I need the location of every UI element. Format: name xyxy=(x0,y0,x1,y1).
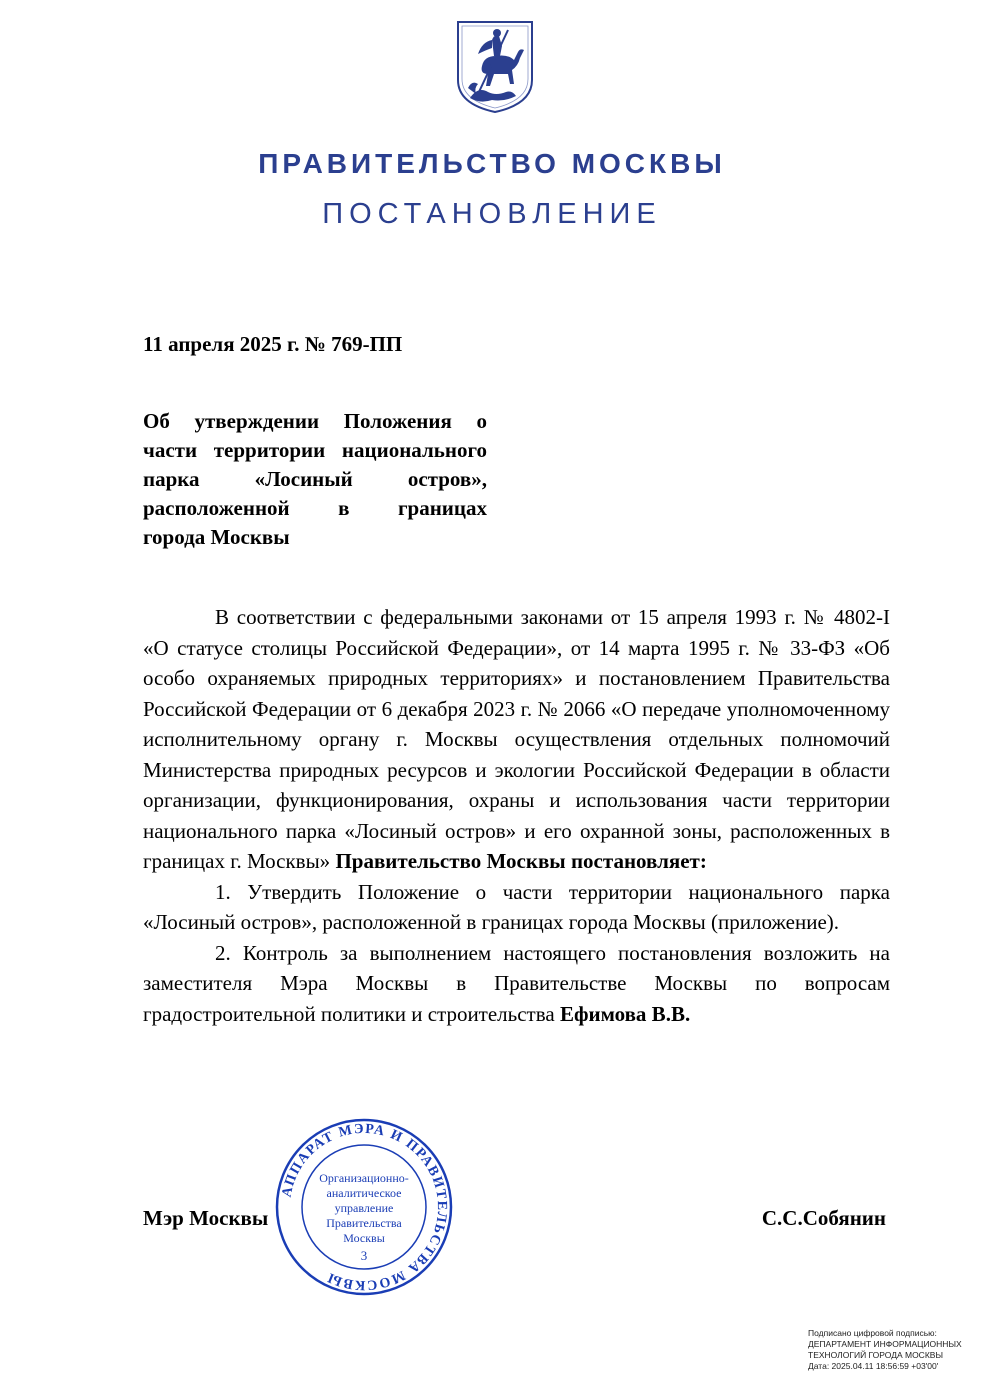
subject-line: парка «Лосиный остров», xyxy=(143,467,487,491)
signature-block xyxy=(143,1206,886,1231)
item-1-paragraph: 1. Утвердить Положение о части территории национального парка «Лосиный остров», расположенной в границах города Москвы (приложение). xyxy=(143,879,890,934)
document-type: ПОСТАНОВЛЕНИЕ xyxy=(322,198,662,230)
preamble-paragraph xyxy=(143,602,890,877)
subject-line: расположенной в границах xyxy=(143,496,487,520)
stamp-inner-line: Москвы xyxy=(343,1231,385,1245)
moscow-coat-of-arms-icon xyxy=(454,18,536,114)
esign-line: ДЕПАРТАМЕНТ ИНФОРМАЦИОННЫХ xyxy=(808,1339,962,1349)
item-2-bold-text: Ефимова В.В. xyxy=(559,1001,691,1026)
signer-position: Мэр Москвы xyxy=(143,1206,269,1230)
date-number: 11 апреля 2025 г. № 769-ПП xyxy=(143,332,403,356)
stamp-inner-line: управление xyxy=(334,1201,394,1215)
document-body xyxy=(143,602,890,1029)
stamp-inner-line: аналитическое xyxy=(326,1186,402,1200)
subject-line: города Москвы xyxy=(143,525,290,549)
subject-line: части территории национального xyxy=(143,438,487,462)
signer-name: С.С.Собянин xyxy=(761,1206,886,1230)
preamble-bold-text: Правительство Москвы постановляет: xyxy=(335,849,707,873)
item-2-text: 2. Контроль за выполнением настоящего постановления возложить на заместителя Мэра Москвы в Правительстве Москвы по вопросам градостроительной политики и строительства xyxy=(143,940,890,1026)
official-stamp xyxy=(275,1118,453,1296)
subject-line: Об утверждении Положения о xyxy=(143,409,487,433)
stamp-number: 3 xyxy=(360,1248,368,1263)
government-title: ПРАВИТЕЛЬСТВО МОСКВЫ xyxy=(258,148,726,179)
document-subject xyxy=(143,407,487,552)
esign-line: Подписано цифровой подписью: xyxy=(808,1328,937,1338)
esign-line: ТЕХНОЛОГИЙ ГОРОДА МОСКВЫ xyxy=(808,1350,943,1360)
stamp-inner-line: Организационно- xyxy=(319,1171,409,1185)
stamp-outer-text: АППАРАТ МЭРА И ПРАВИТЕЛЬСТВА МОСКВЫ xyxy=(279,1121,450,1293)
stamp-inner-line: Правительства xyxy=(326,1216,402,1230)
esign-line: Дата: 2025.04.11 18:56:59 +03'00' xyxy=(808,1361,939,1371)
item-2-paragraph xyxy=(143,938,890,1030)
digital-signature-note xyxy=(808,1328,962,1372)
preamble-text: В соответствии с федеральными законами от 15 апреля 1993 г. № 4802-I «О статусе столицы Российской Федерации», от 14 марта 1995 г. № 33-ФЗ «Об особо охраняемых природных территориях» и постановлением Правительства Российской Федерации от 6 декабря 2023 г. № 2066 «О передаче уполномоченному исполнительному органу г. Москвы осуществления отдельных полномочий Министерства природных ресурсов и экологии Российской Федерации в области организации, функционирования, охраны и использования части территории национального парка «Лосиный остров» и его охранной зоны, расположенных в границах г. Москвы» xyxy=(143,605,890,873)
